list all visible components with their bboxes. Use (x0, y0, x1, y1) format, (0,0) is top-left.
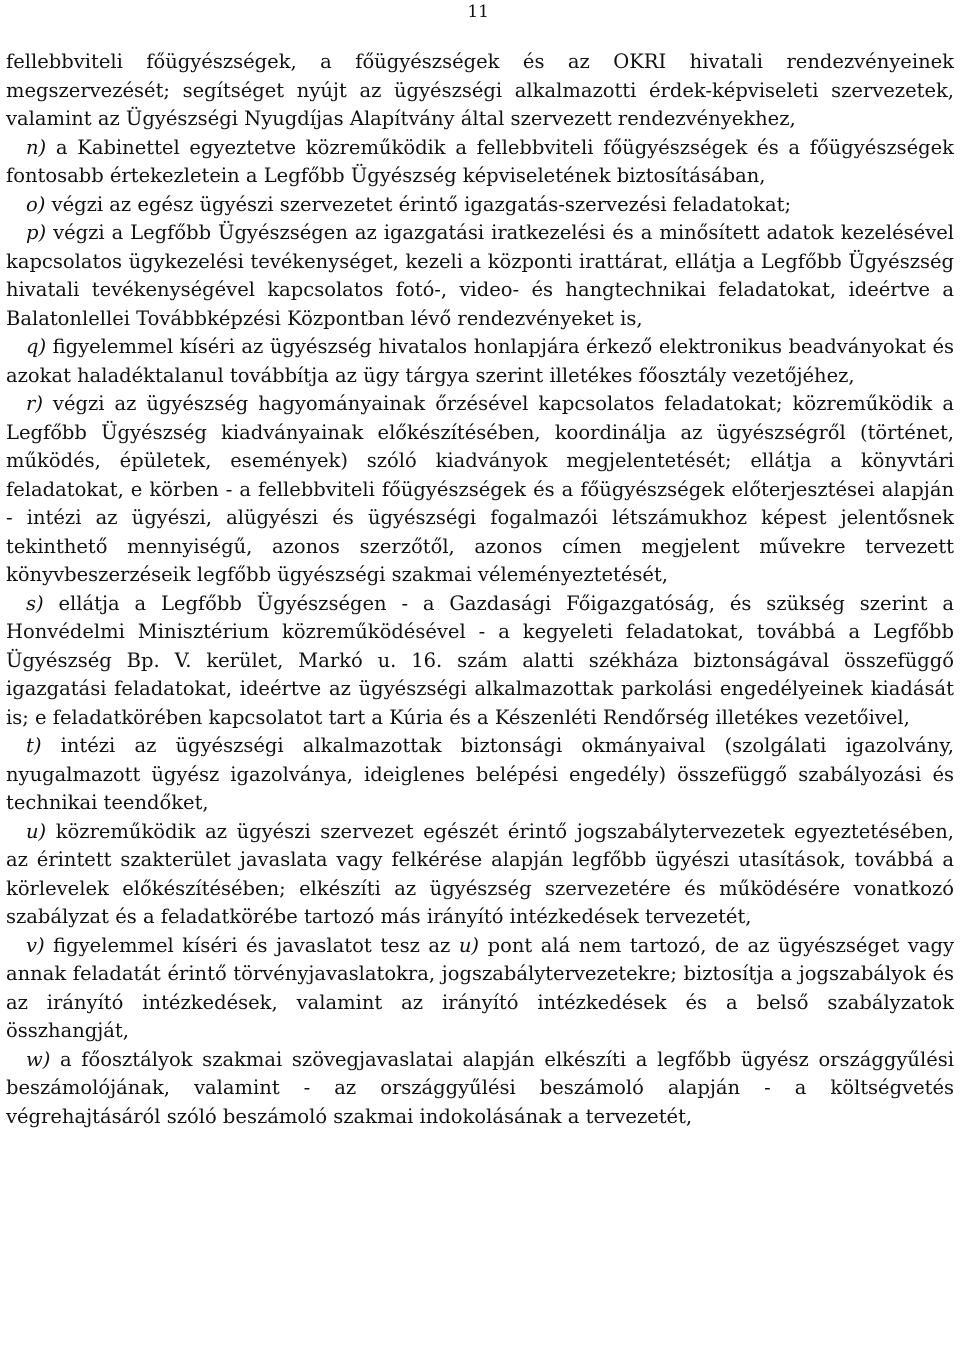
paragraph-text: végzi a Legfőbb Ügyészségen az igazgatási iratkezelési és a minősített adatok kezelésével kapcsolatos ügykezelési tevékenységet, kezeli a központi irattárat, ellátja a Legfőbb Ügyészség hivatali tevékenységével kapcsolatos fotó-, video- és hangtechnikai feladatokat, ideértve a Balatonlellei Továbbképzési Központban lévő rendezvényeket is, (6, 221, 954, 330)
paragraph-text: végzi az ügyészség hagyományainak őrzésével kapcsolatos feladatokat; közreműködik a Legfőbb Ügyészség kiadványainak előkészítésében, koordinálja az ügyészségről (történet, működés, épületek, események) szóló kiadványok megjelentetését; ellátja a könyvtári feladatokat, e körben - a fellebbviteli főügyészségek és a főügyészségek előterjesztései alapján - intézi az ügyészi, alügyészi és ügyészségi fogalmazói létszámukhoz képest jelentősnek tekinthető mennyiségű, azonos szerzőtől, azonos címen megjelent művekre tervezett könyvbeszerzéseik legfőbb ügyészségi szakmai véleményeztetését, (6, 392, 954, 586)
item-label: r) (26, 392, 43, 415)
paragraph-text: intézi az ügyészségi alkalmazottak biztonsági okmányaival (szolgálati igazolvány, nyugalmazott ügyész igazolványa, ideiglenes belépési engedély) összefüggő szabályozási és technikai teendőket, (6, 734, 954, 814)
paragraph-continuation (6, 48, 954, 134)
paragraph-w (6, 1046, 954, 1132)
page-number: 11 (467, 2, 489, 22)
item-label: u) (26, 819, 47, 843)
item-label: q) (26, 335, 47, 358)
item-label: o) (26, 192, 46, 216)
item-label: v) (26, 933, 45, 957)
item-label: p) (26, 221, 47, 244)
paragraph-r (6, 390, 954, 590)
paragraph-p (6, 219, 954, 333)
paragraph-t (6, 732, 954, 818)
item-label: t) (26, 734, 42, 757)
cross-reference-label: u) (458, 933, 480, 957)
paragraph-text: közreműködik az ügyészi szervezet egészét érintő jogszabálytervezetek egyeztetésében, az érintett szakterület javaslata vagy felkérése alapján legfőbb ügyészi utasítások, továbbá a körlevelek előkészítésében; elkészíti az ügyészség szervezetére és működésére vonatkozó szabályzat és a feladatkörébe tartozó más irányító intézkedések tervezetét, (6, 819, 954, 928)
paragraph-s (6, 590, 954, 733)
paragraph-text: a főosztályok szakmai szövegjavaslatai alapján elkészíti a legfőbb ügyész országgyűlési beszámolójának, valamint - az országgyűlési beszámoló alapján - a költségvetés végrehajtásáról szóló beszámoló szakmai indokolásának a tervezetét, (6, 1047, 954, 1128)
paragraph-text-continued: pont alá nem tartozó, de az ügyészséget vagy annak feladatát érintő törvényjavaslatokra, jogszabálytervezetekre; biztosítja a jogszabályok és az irányító intézkedések, valamint az irányító intézkedések és a belső szabályzatok összhangját, (6, 933, 954, 1042)
paragraph-text: a Kabinettel egyeztetve közreműködik a fellebbviteli főügyészségek és a főügyészségek fontosabb értekezletein a Legfőbb Ügyészség képviseletének biztosításában, (6, 135, 954, 187)
document-body (6, 48, 954, 1131)
item-label: s) (26, 591, 44, 615)
item-label: w) (26, 1047, 51, 1071)
paragraph-v (6, 932, 954, 1046)
paragraph-text: figyelemmel kíséri és javaslatot tesz az (53, 933, 451, 957)
paragraph-text: végzi az egész ügyészi szervezetet érintő igazgatás-szervezési feladatokat; (51, 192, 792, 216)
paragraph-n (6, 134, 954, 191)
paragraph-q (6, 333, 954, 390)
paragraph-text: figyelemmel kíséri az ügyészség hivatalos honlapjára érkező elektronikus beadványokat és azokat haladéktalanul továbbítja az ügy tárgya szerint illetékes főosztály vezetőjéhez, (6, 335, 954, 387)
item-label: n) (26, 135, 47, 159)
paragraph-u (6, 818, 954, 932)
paragraph-text: ellátja a Legfőbb Ügyészségen - a Gazdasági Főigazgatóság, és szükség szerint a Honvédelmi Minisztérium közreműködésével - a kegyeleti feladatokat, továbbá a Legfőbb Ügyészség Bp. V. kerület, Markó u. 16. szám alatti székháza biztonságával összefüggő igazgatási feladatokat, ideértve az ügyészségi alkalmazottak parkolási engedélyeinek kiadását is; e feladatkörében kapcsolatot tart a Kúria és a Készenléti Rendőrség illetékes vezetőivel, (6, 591, 954, 729)
paragraph-o (6, 191, 954, 220)
paragraph-text: fellebbviteli főügyészségek, a főügyészségek és az OKRI hivatali rendezvényeinek megszervezését; segítséget nyújt az ügyészségi alkalmazotti érdek-képviseleti szervezetek, valamint az Ügyészségi Nyugdíjas Alapítvány által szervezett rendezvényekhez, (6, 50, 954, 130)
